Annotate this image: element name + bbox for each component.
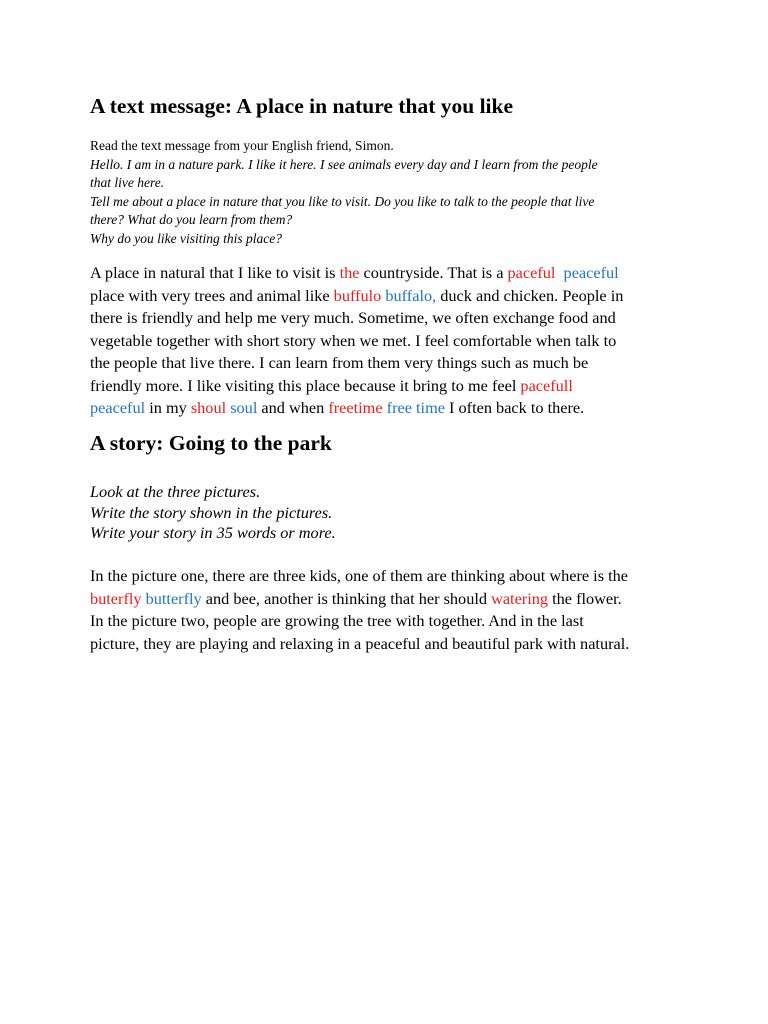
essay-text: countryside. That is a bbox=[359, 263, 508, 282]
correction-word: butterfly bbox=[145, 588, 202, 608]
correction-word: soul bbox=[230, 398, 258, 417]
error-word: buterfly bbox=[90, 588, 142, 608]
prompt-line: Why do you like visiting this place? bbox=[90, 230, 282, 246]
story-line: picture, they are playing and relaxing in a peaceful and beautiful park with natural. bbox=[90, 633, 630, 653]
story-instructions bbox=[90, 482, 690, 544]
essay-text: friendly more. I like visiting this place because it bring to me feel bbox=[90, 375, 521, 395]
prompt-line: that live here. bbox=[90, 175, 165, 190]
essay-line bbox=[90, 262, 690, 285]
student-answer-story bbox=[90, 565, 690, 655]
essay-line: vegetable together with short story when we met. I feel comfortable when talk to bbox=[90, 330, 617, 350]
error-word: shoul bbox=[190, 398, 227, 417]
essay-text: and when bbox=[257, 398, 329, 417]
error-word: watering bbox=[491, 588, 549, 608]
error-word: paceful bbox=[507, 263, 556, 282]
essay-text: duck and chicken. People in bbox=[436, 285, 624, 305]
error-word: buffulo bbox=[333, 285, 382, 305]
essay-text: place with very trees and animal like bbox=[90, 285, 334, 305]
error-word: pacefull bbox=[520, 375, 573, 395]
correction-word: peaceful bbox=[563, 263, 619, 282]
correction-word: peaceful bbox=[90, 398, 146, 417]
story-line bbox=[90, 588, 690, 611]
essay-line: there is friendly and help me very much. Sometime, we often exchange food and bbox=[90, 308, 616, 327]
essay-line: the people that live there. I can learn from them very things such as much be bbox=[90, 353, 589, 372]
section-heading-text-message: A text message: A place in nature that you like bbox=[90, 94, 514, 118]
prompt-line: there? What do you learn from them? bbox=[90, 212, 293, 227]
story-line: In the picture two, people are growing the tree with together. And in the last bbox=[90, 611, 584, 630]
spacer bbox=[555, 263, 563, 282]
essay-line bbox=[90, 285, 690, 308]
student-answer-text-message bbox=[90, 262, 690, 420]
prompt-line: Tell me about a place in nature that you like to visit. Do you like to talk to the people that live bbox=[90, 193, 595, 209]
writing-prompt bbox=[90, 137, 710, 248]
prompt-line: Hello. I am in a nature park. I like it here. I see animals every day and I learn from the people bbox=[90, 156, 598, 172]
story-line: In the picture one, there are three kids, one of them are thinking about where is the bbox=[90, 566, 628, 585]
section-heading-story: A story: Going to the park bbox=[90, 431, 332, 455]
essay-text: in my bbox=[145, 398, 191, 417]
essay-text: A place in natural that I like to visit is bbox=[90, 263, 340, 282]
error-word: the bbox=[339, 263, 360, 282]
error-word: freetime bbox=[328, 398, 383, 417]
essay-line bbox=[90, 375, 690, 398]
prompt-intro: Read the text message from your English friend, Simon. bbox=[90, 138, 394, 153]
story-text: the flower. bbox=[548, 588, 622, 608]
story-text: and bee, another is thinking that her should bbox=[201, 588, 492, 608]
instruction-line: Write the story shown in the pictures. bbox=[90, 502, 333, 522]
essay-line bbox=[90, 397, 690, 420]
essay-text: I often back to there. bbox=[444, 398, 585, 417]
correction-word: free time bbox=[386, 398, 445, 417]
instruction-line: Look at the three pictures. bbox=[90, 482, 261, 501]
instruction-line: Write your story in 35 words or more. bbox=[90, 523, 336, 542]
correction-word: buffalo, bbox=[385, 285, 437, 305]
